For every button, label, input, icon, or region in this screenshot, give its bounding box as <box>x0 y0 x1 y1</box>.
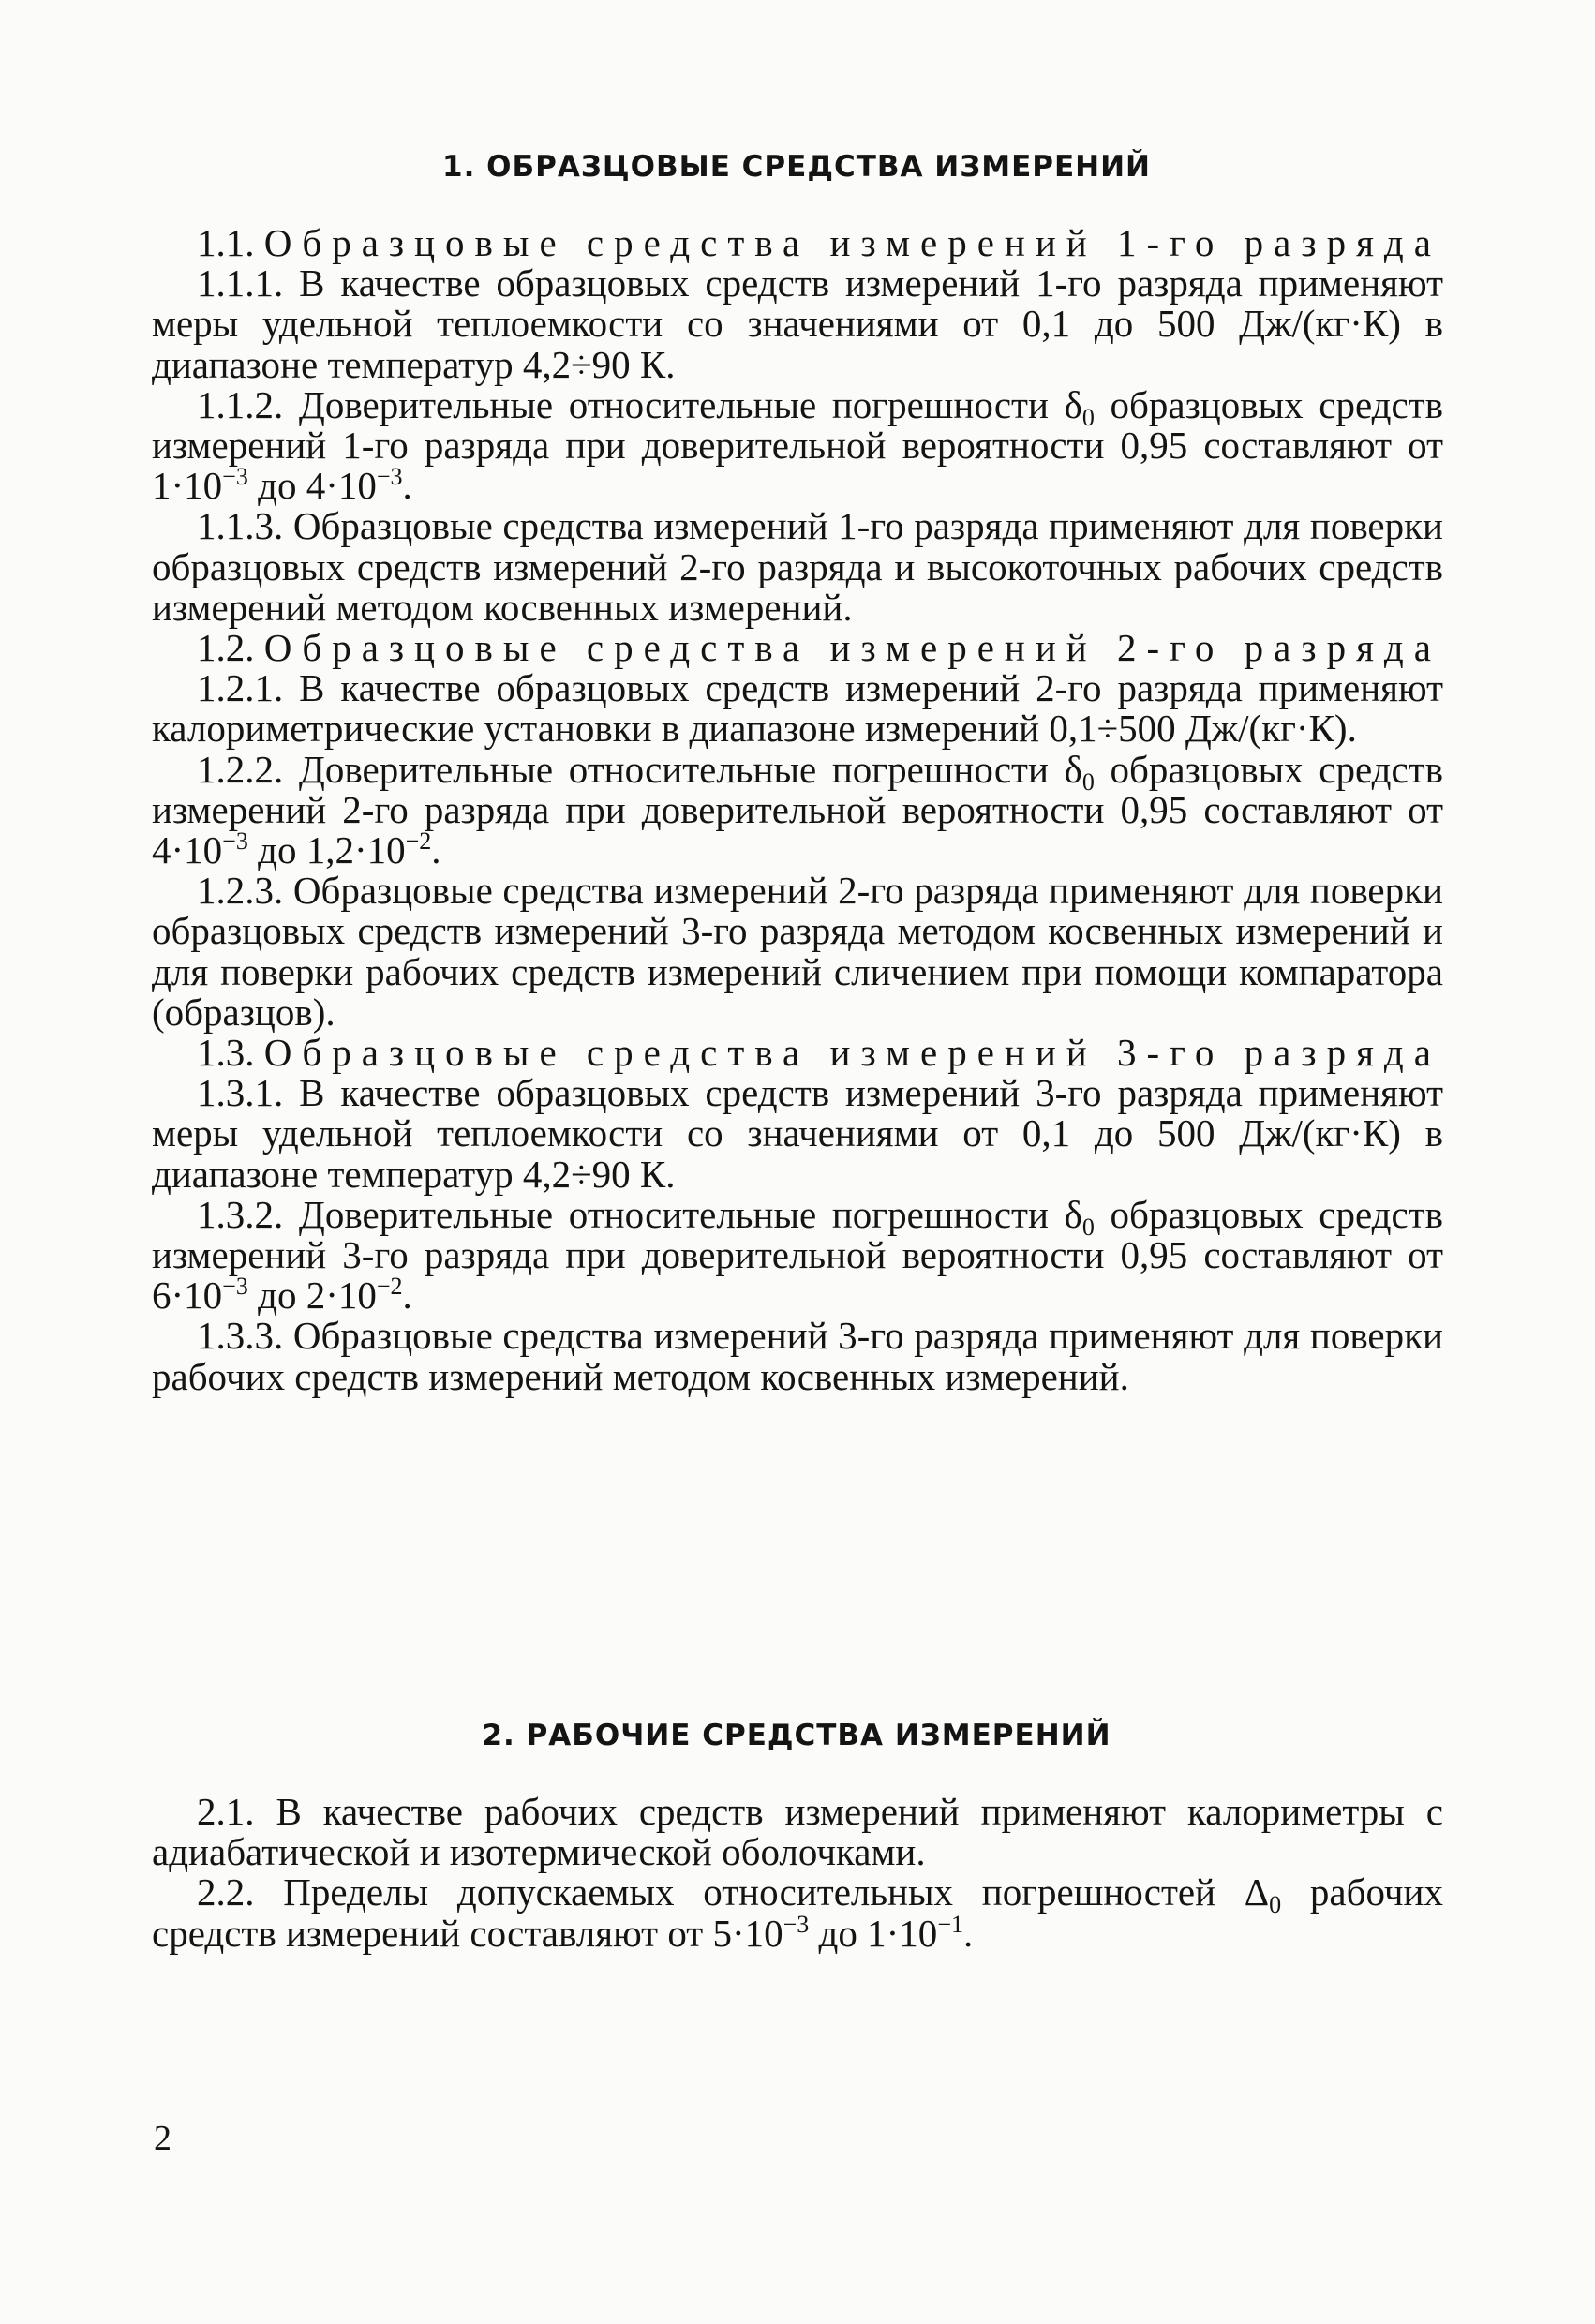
text-run: 1.1.2. Доверительные относительные погрешности δ <box>197 382 1082 426</box>
subscript: 0 <box>1081 403 1095 431</box>
exponent: −3 <box>376 463 403 491</box>
paragraph-1-3-2 <box>152 1192 1443 1318</box>
paragraph-2-1: 2.1. В качестве рабочих средств измерений применяют калориметры с адиабатической и изотермической оболочками. <box>152 1790 1443 1874</box>
text-run: . <box>431 828 441 872</box>
subscript: 0 <box>1081 1213 1095 1241</box>
paragraph-2-2 <box>152 1872 1443 1953</box>
paragraph-1-3-1: 1.3.1. В качестве образцовых средств измерений 3-го разряда применяют меры удельной теплоемкости со значениями от 0,1 до 500 Дж/(кг·К) в диапазоне температур 4,2÷90 К. <box>152 1071 1443 1196</box>
page-number: 2 <box>154 2119 171 2158</box>
paragraph-1-2-title: Образцовые средства измерений 2-го разряда <box>263 626 1441 670</box>
text-run: до 1·10 <box>809 1911 938 1955</box>
paragraph-1-3-title: Образцовые средства измерений 3-го разряда <box>263 1031 1441 1075</box>
section-1-heading: 1. ОБРАЗЦОВЫЕ СРЕДСТВА ИЗМЕРЕНИЙ <box>442 150 1151 184</box>
paragraph-1-2-1: 1.2.1. В качестве образцовых средств измерений 2-го разряда применяют калориметрические установки в диапазоне измерений 0,1÷500 Дж/(кг·К). <box>152 666 1443 751</box>
subscript: 0 <box>1081 767 1095 796</box>
text-run: . <box>402 464 412 508</box>
paragraph-1-1-1: 1.1.1. В качестве образцовых средств измерений 1-го разряда применяют меры удельной теплоемкости со значениями от 0,1 до 500 Дж/(кг·К) в диапазоне температур 4,2÷90 К. <box>152 261 1443 386</box>
text-run: 1.3.2. Доверительные относительные погрешности δ <box>197 1192 1082 1236</box>
paragraph-1-1-title: Образцовые средства измерений 1-го разряда <box>263 221 1441 264</box>
paragraph-1-2 <box>152 628 1443 668</box>
text-run: . <box>962 1911 974 1955</box>
section-2-body <box>152 1792 1443 1954</box>
exponent: −2 <box>405 827 432 856</box>
text-run: 2.2. Пределы допускаемых относительных погрешностей Δ <box>197 1870 1270 1914</box>
paragraph-1-1 <box>152 223 1443 263</box>
paragraph-1-1-2 <box>152 382 1443 508</box>
paragraph-1-2-3: 1.2.3. Образцовые средства измерений 2-го разряда применяют для поверки образцовых средств измерений 3-го разряда методом косвенных измерений и для поверки рабочих средств измерений сличением при помощи компаратора (образцов). <box>152 869 1443 1034</box>
text-run: до 1,2·10 <box>247 828 406 872</box>
subscript: 0 <box>1269 1891 1282 1919</box>
exponent: −2 <box>376 1273 403 1301</box>
exponent: −3 <box>222 1273 248 1301</box>
section-1-body <box>152 223 1443 1397</box>
paragraph-1-2-number: 1.2. <box>197 626 255 670</box>
text-run: образцовых средств измерений 1-го разряда при доверительной вероятности 0,95 составляют от 1·10 <box>152 382 1443 508</box>
text-run: . <box>402 1274 412 1318</box>
paragraph-1-3-3: 1.3.3. Образцовые средства измерений 3-го разряда применяют для поверки рабочих средств измерений методом косвенных измерений. <box>152 1314 1443 1398</box>
text-run: рабочих средств измерений составляют от 5·10 <box>152 1870 1443 1955</box>
text-run: до 4·10 <box>247 464 377 508</box>
paragraph-1-1-number: 1.1. <box>197 221 255 264</box>
exponent: −1 <box>937 1910 963 1938</box>
text-run: 1.2.2. Доверительные относительные погрешности δ <box>197 747 1082 791</box>
text-run: до 2·10 <box>247 1274 377 1318</box>
exponent: −3 <box>783 1910 810 1938</box>
section-2-heading: 2. РАБОЧИЕ СРЕДСТВА ИЗМЕРЕНИЙ <box>482 1719 1111 1752</box>
paragraph-1-3-number: 1.3. <box>197 1031 255 1075</box>
text-run: образцовых средств измерений 3-го разряда при доверительной вероятности 0,95 составляют от 6·10 <box>152 1192 1443 1318</box>
paragraph-1-3 <box>152 1033 1443 1073</box>
paragraph-1-2-2 <box>152 747 1443 872</box>
paragraph-1-1-3: 1.1.3. Образцовые средства измерений 1-го разряда применяют для поверки образцовых средств измерений 2-го разряда и высокоточных рабочих средств измерений методом косвенных измерений. <box>152 504 1443 629</box>
exponent: −3 <box>222 827 248 856</box>
exponent: −3 <box>222 463 248 491</box>
text-run: образцовых средств измерений 2-го разряда при доверительной вероятности 0,95 составляют от 4·10 <box>152 747 1443 872</box>
